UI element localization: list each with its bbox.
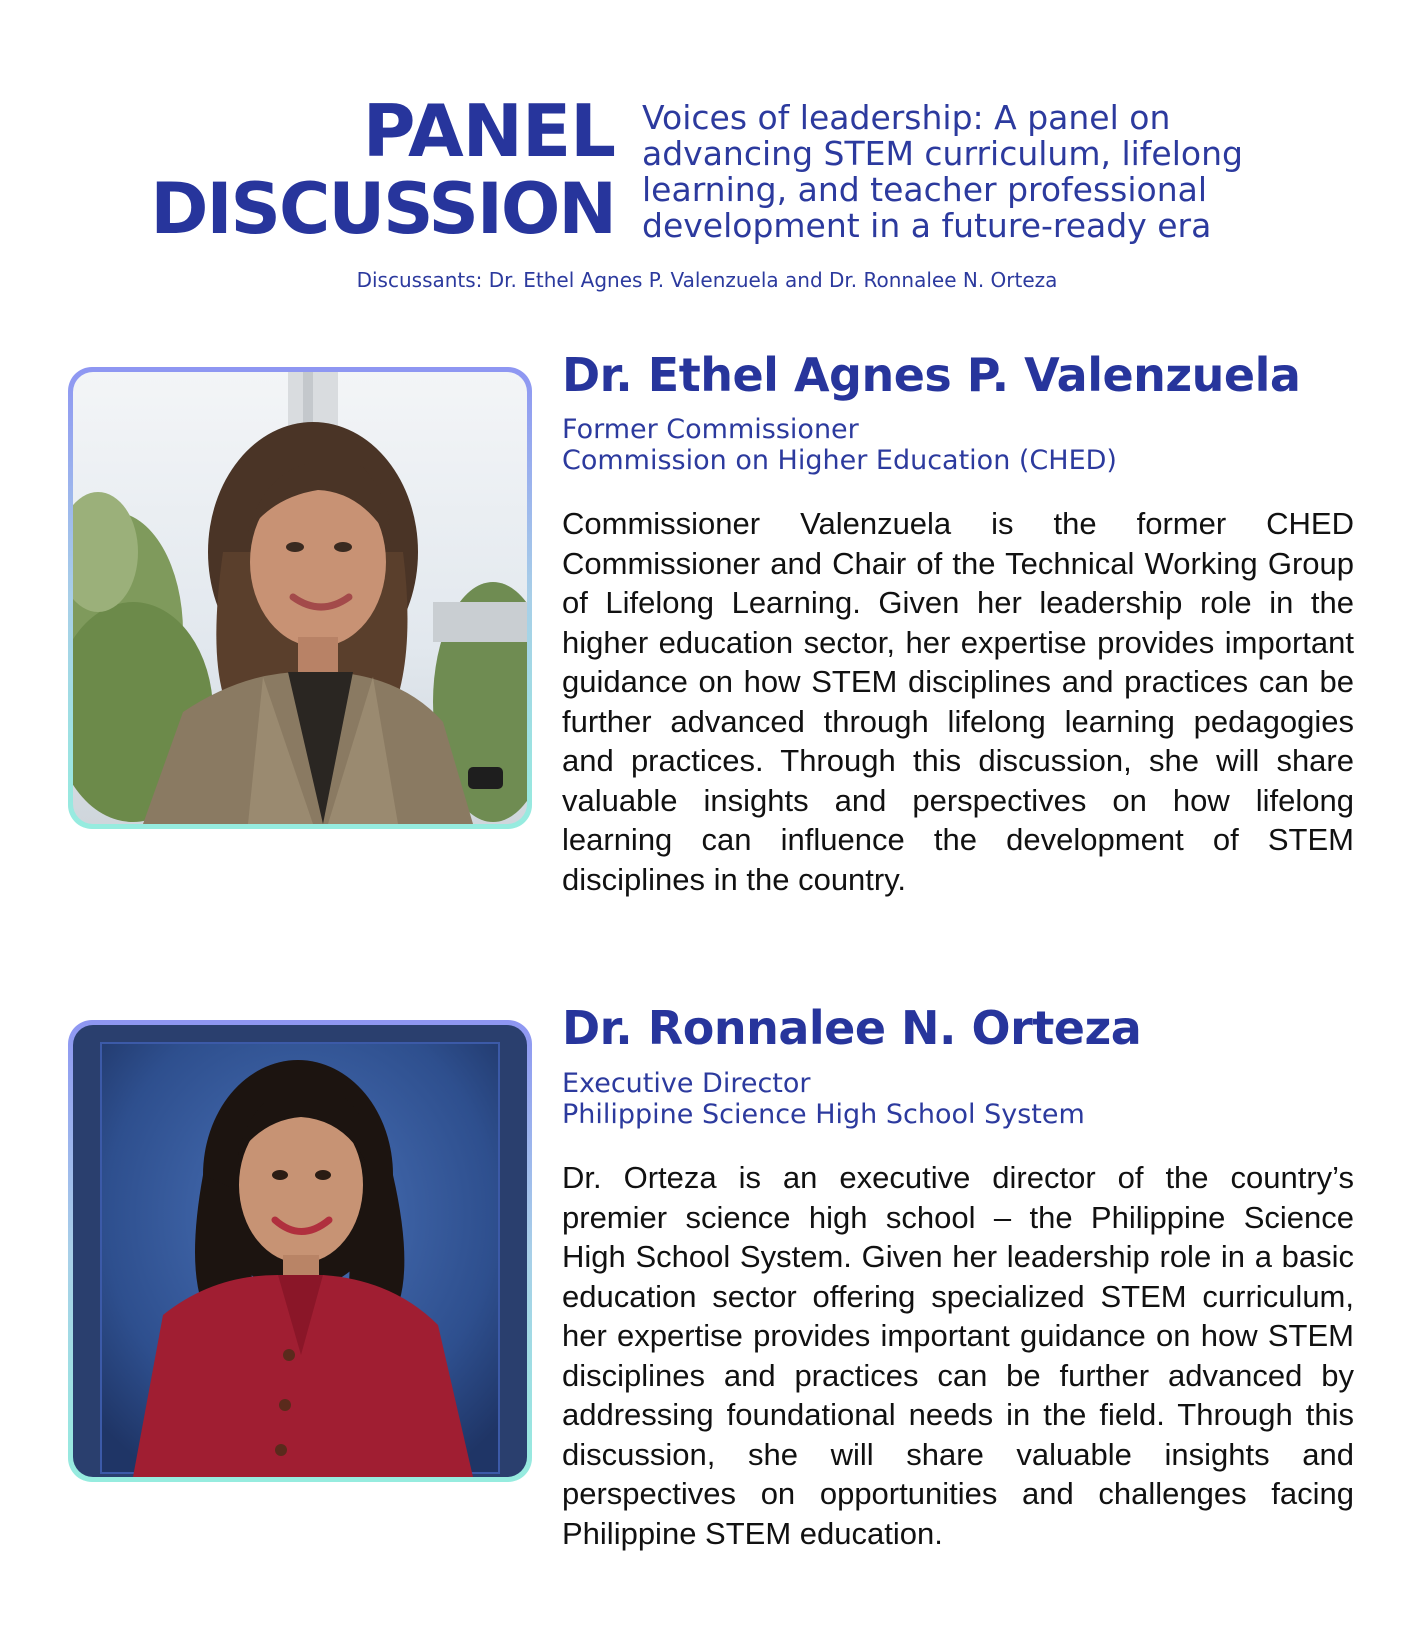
subtitle-line-3: learning, and teacher professional — [642, 170, 1208, 209]
speaker-1-portrait-illustration — [73, 372, 527, 824]
speaker-2-portrait-illustration — [73, 1025, 527, 1477]
speaker-1-role-organization: Commission on Higher Education (CHED) — [562, 445, 1117, 476]
title-line-discussion: DISCUSSION — [150, 168, 615, 250]
speaker-1-name: Dr. Ethel Agnes P. Valenzuela — [562, 348, 1301, 402]
subtitle-line-2: advancing STEM curriculum, lifelong — [642, 134, 1243, 173]
speaker-2-role-organization: Philippine Science High School System — [562, 1099, 1085, 1130]
panel-subtitle — [642, 100, 1342, 244]
speaker-2-role — [562, 1068, 1085, 1130]
speaker-2-bio: Dr. Orteza is an executive director of the country’s premier science high school – the Philippine Science High School System. Given her leadership role in a basic education sector offering specialized STEM curriculum, her expertise provides important guidance on how STEM disciplines and practices can be further advanced by addressing foundational needs in the field. Through this discussion, she will share valuable insights and perspectives on opportunities and challenges facing Philippine STEM education. — [562, 1160, 1354, 1551]
speaker-1-photo-frame — [68, 367, 532, 829]
subtitle-line-4: development in a future-ready era — [642, 206, 1212, 245]
subtitle-line-1: Voices of leadership: A panel on — [642, 98, 1171, 137]
speaker-1-role — [562, 414, 1117, 476]
speaker-1-photo — [73, 372, 527, 824]
title-line-panel: PANEL — [362, 89, 615, 173]
speaker-2-role-title: Executive Director — [562, 1068, 811, 1099]
speaker-2-name: Dr. Ronnalee N. Orteza — [562, 1001, 1142, 1055]
speaker-2-photo — [73, 1025, 527, 1477]
discussants-line: Discussants: Dr. Ethel Agnes P. Valenzuela and Dr. Ronnalee N. Orteza — [356, 268, 1058, 292]
panel-title — [60, 89, 615, 250]
speaker-1-bio: Commissioner Valenzuela is the former CHED Commissioner and Chair of the Technical Working Group of Lifelong Learning. Given her leadership role in the higher education sector, her expertise provides important guidance on how STEM disciplines and practices can be further advanced through lifelong learning pedagogies and practices. Through this discussion, she will share valuable insights and perspectives on how lifelong learning can influence the development of STEM disciplines in the country. — [562, 506, 1354, 897]
speaker-2-photo-frame — [68, 1020, 532, 1482]
speaker-1-role-title: Former Commissioner — [562, 414, 859, 445]
